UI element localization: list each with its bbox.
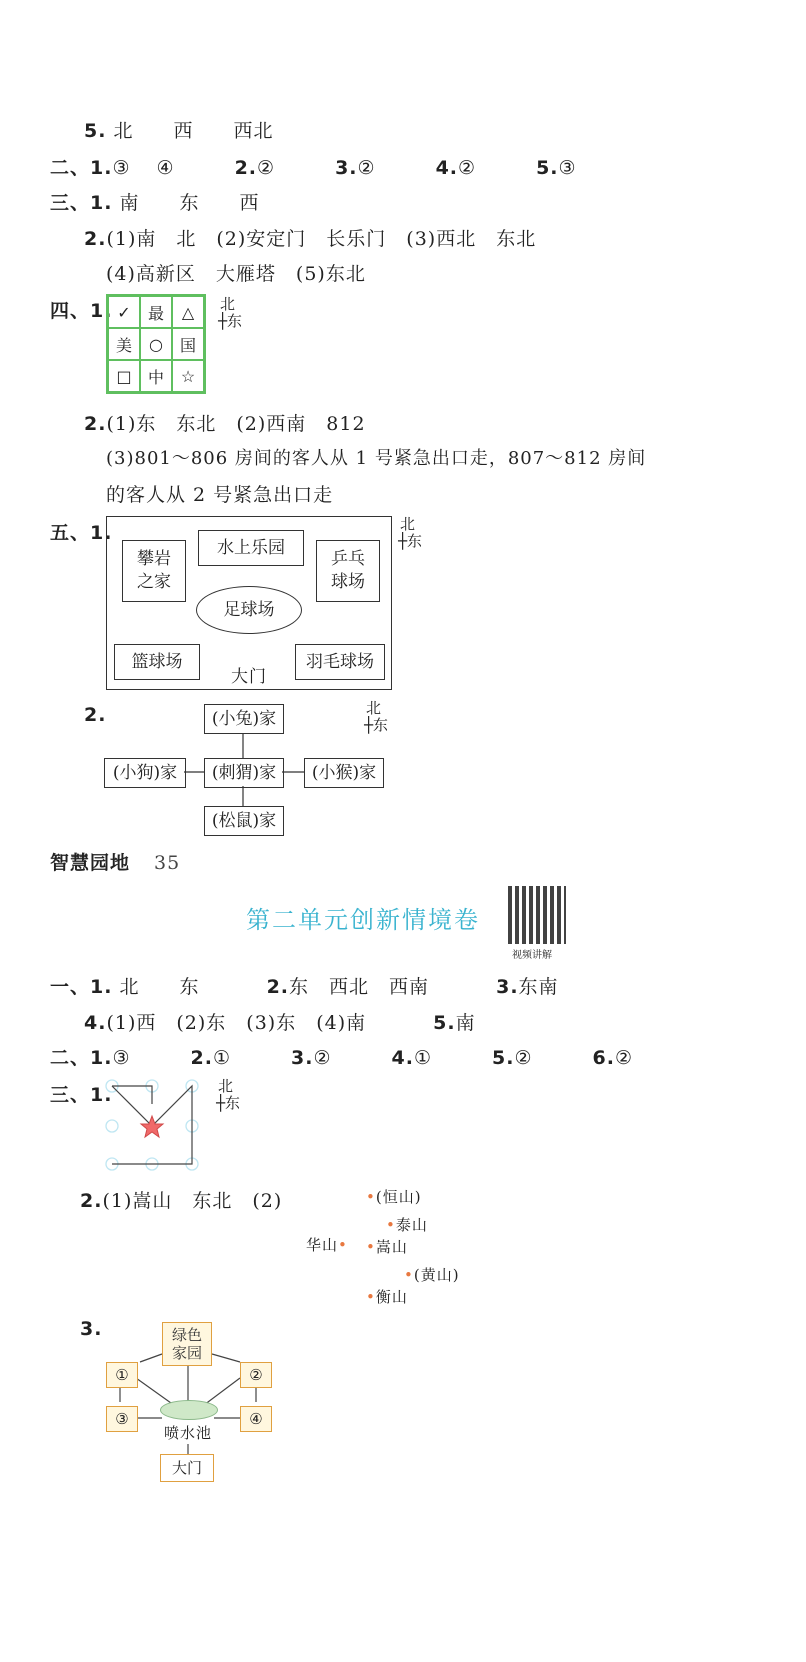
compass-icon: 北 ┼东	[218, 295, 243, 330]
section-4-q2a: 2.(1)东 东北 (2)西南 812	[84, 413, 366, 435]
wisdom-line: 智慧园地 35	[50, 852, 181, 874]
mountain-taishan: •泰山	[386, 1216, 428, 1234]
grid-cell: △	[172, 296, 204, 328]
u2-s1-line2: 4.(1)西 (2)东 (3)东 (4)南 5.南	[84, 1012, 476, 1034]
house-3: ③	[106, 1406, 138, 1432]
q-num: 5.	[84, 120, 107, 142]
section-4-label: 四、1.	[50, 300, 113, 322]
u2-s1-line1: 一、1. 北 东 2.东 西北 西南 3.东南	[50, 976, 559, 998]
section-3-q2b: (4)高新区 大雁塔 (5)东北	[106, 263, 366, 285]
hedgehog-house: (刺猬)家	[204, 758, 284, 788]
house-2: ②	[240, 1362, 272, 1388]
green-home-house: 绿色 家园	[162, 1322, 212, 1366]
grid-cell: 中	[140, 360, 172, 392]
grid-cell: 最	[140, 296, 172, 328]
badminton-court: 羽毛球场	[295, 644, 385, 680]
basketball-court: 篮球场	[114, 644, 200, 680]
u2-s3-label: 三、1.	[50, 1084, 113, 1106]
house-1: ①	[106, 1362, 138, 1388]
grid-cell: 国	[172, 328, 204, 360]
fountain-label: 喷水池	[164, 1424, 213, 1442]
grid-cell: □	[108, 360, 140, 392]
grid-cell: 美	[108, 328, 140, 360]
grid-cell: ☆	[172, 360, 204, 392]
grid-cell: ○	[140, 328, 172, 360]
qr-code-icon[interactable]	[508, 886, 566, 944]
section-3-q2a: 2.(1)南 北 (2)安定门 长乐门 (3)西北 东北	[84, 228, 537, 250]
star-icon	[141, 1116, 163, 1137]
q5-line	[84, 116, 274, 143]
football-field: 足球场	[196, 586, 302, 634]
mountain-hengshan-north: •(恒山)	[366, 1188, 422, 1206]
mountain-huashan: 华山•	[306, 1236, 348, 1254]
park-gate: 大门	[160, 1454, 214, 1482]
monkey-house: (小猴)家	[304, 758, 384, 788]
u2-s3-q3: 3.	[80, 1318, 103, 1340]
grid-cell: ✓	[108, 296, 140, 328]
mountain-huangshan: •(黄山)	[404, 1266, 460, 1284]
dog-house: (小狗)家	[104, 758, 186, 788]
map-gate: 大门	[231, 667, 267, 687]
mountain-songshan: •嵩山	[366, 1238, 408, 1256]
u2-s2-line: 二、1.③ 2.① 3.② 4.① 5.② 6.②	[50, 1047, 634, 1069]
section-3-q1: 三、1. 南 东 西	[50, 192, 260, 214]
qr-caption: 视频讲解	[512, 950, 552, 961]
mountain-hengshan-south: •衡山	[366, 1288, 408, 1306]
squirrel-house: (松鼠)家	[204, 806, 284, 836]
compass-icon: 北 ┼东	[364, 699, 389, 734]
answer: 北 西 西北	[113, 120, 274, 142]
compass-icon: 北 ┼东	[398, 515, 423, 550]
u2-s3-q2: 2.(1)嵩山 东北 (2)	[80, 1190, 283, 1212]
section-4-q2b: (3)801～806 房间的客人从 1 号紧急出口走，807～812 房间	[106, 448, 647, 469]
compass-icon: 北 ┼东	[216, 1077, 241, 1112]
path-diagram	[100, 1076, 210, 1176]
house-4: ④	[240, 1406, 272, 1432]
water-park: 水上乐园	[198, 530, 304, 566]
section-5-q2: 2.	[84, 704, 107, 726]
rabbit-house: (小兔)家	[204, 704, 284, 734]
answer-grid	[106, 294, 206, 394]
climbing-house: 攀岩 之家	[122, 540, 186, 602]
section-2-line: 二、1.③ ④ 2.② 3.② 4.② 5.③	[50, 157, 577, 179]
section-5-label: 五、1.	[50, 522, 113, 544]
section-4-q2c: 的客人从 2 号紧急出口走	[106, 484, 334, 506]
pingpong-court: 乒乓 球场	[316, 540, 380, 602]
unit-title: 第二单元创新情境卷	[246, 906, 480, 934]
fountain-icon	[160, 1400, 218, 1420]
section-label: 二、	[50, 157, 91, 179]
